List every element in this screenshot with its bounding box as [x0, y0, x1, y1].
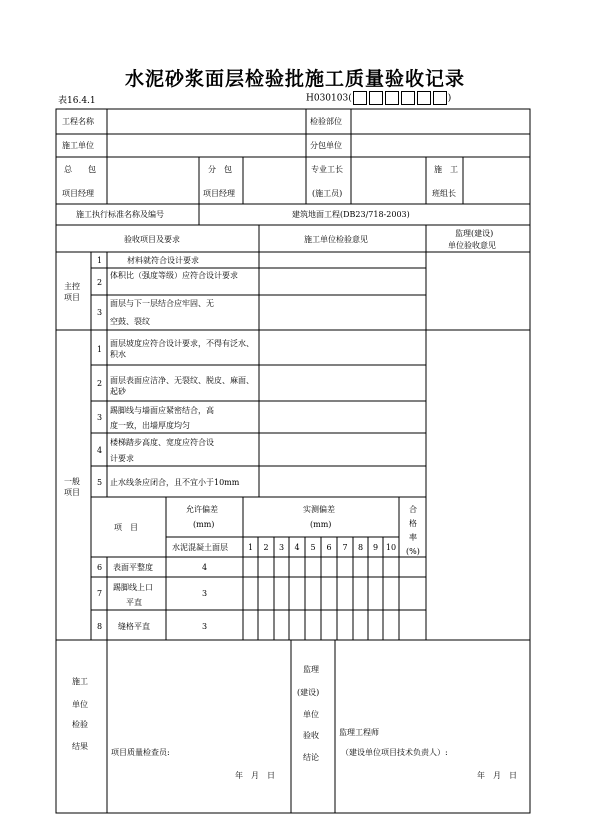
inspection-part-label: 检验部位: [310, 117, 342, 126]
deviation-row-8-name: 缝格平直: [118, 622, 150, 631]
main-item-2-text: 体积比（强度等级）应符合设计要求: [110, 271, 238, 280]
general-item-2-no: 2: [97, 379, 103, 388]
team-leader-label-1: 施 工: [434, 165, 458, 174]
main-item-1-text: 材料就符合设计要求: [127, 256, 199, 265]
team-leader-label-2: 班组长: [432, 189, 456, 198]
table-number: 表16.4.1: [58, 96, 96, 106]
deviation-row-7-name-2: 平直: [126, 598, 142, 607]
general-item-4-text-1: 楼梯踏步高度、宽度应符合设: [110, 438, 214, 447]
measure-no-2: 2: [263, 543, 269, 552]
foreman-label-2: (施工员): [312, 189, 343, 198]
allowed-deviation-unit: (mm): [193, 520, 215, 529]
deviation-row-6-no: 6: [97, 563, 103, 572]
supervisor-result-label-2: (建设): [297, 688, 320, 697]
general-item-5-no: 5: [97, 478, 103, 487]
pass-rate-label-2: 格: [409, 519, 417, 528]
contractor-result-label-3: 检验: [72, 720, 88, 729]
sub-pm-label-1: 分 包: [208, 165, 232, 174]
supervisor-header-2: 单位验收意见: [448, 241, 496, 250]
pass-rate-label-3: 率: [409, 533, 417, 542]
measure-no-5: 5: [310, 543, 316, 552]
material-label: 水泥混凝土面层: [172, 543, 228, 552]
deviation-item-label: 项 目: [114, 523, 138, 532]
general-item-5-text: 止水线条应闭合，且不宜小于10mm: [110, 478, 240, 487]
deviation-row-6-value: 4: [201, 563, 208, 572]
main-item-3-text-2: 空鼓、裂纹: [110, 317, 150, 326]
deviation-row-7-no: 7: [97, 589, 103, 598]
measure-no-7: 7: [342, 543, 348, 552]
supervisor-result-label-4: 验收: [303, 731, 319, 740]
contractor-date-label: 年 月 日: [235, 771, 275, 780]
main-item-3-text-1: 面层与下一层结合应牢固、无: [110, 299, 214, 308]
contractor-opinion-header: 施工单位检验意见: [304, 235, 368, 244]
main-item-2-no: 2: [97, 278, 103, 287]
pass-rate-label-1: 合: [409, 505, 417, 514]
measure-no-4: 4: [294, 543, 300, 552]
form-code-prefix: H030103(: [306, 93, 352, 104]
standard-value: 建筑地面工程(DB23/718-2003): [292, 210, 410, 219]
measure-no-10: 10: [385, 543, 397, 552]
main-items-label-2: 项目: [64, 293, 80, 302]
sub-pm-label-2: 项目经理: [203, 189, 235, 198]
deviation-row-8-value: 3: [201, 622, 208, 631]
general-contract-label: 总 包: [64, 165, 96, 174]
supervising-engineer-label: 监理工程师: [339, 728, 379, 737]
supervisor-header-1: 监理(建设): [455, 229, 494, 238]
general-items-label-2: 项目: [64, 488, 80, 497]
measure-no-9: 9: [372, 543, 379, 552]
measure-no-1: 1: [247, 543, 254, 552]
general-item-4-text-2: 计要求: [110, 454, 134, 463]
general-item-4-no: 4: [97, 446, 103, 455]
general-item-3-text-1: 踢脚线与墙面应紧密结合，高: [110, 406, 214, 415]
main-item-1-no: 1: [97, 256, 103, 265]
supervisor-result-label-5: 结论: [303, 753, 319, 762]
contractor-result-label-2: 单位: [72, 700, 88, 709]
contractor-result-label-4: 结果: [72, 742, 88, 751]
supervisor-date-label: 年 月 日: [477, 771, 517, 780]
items-column-header: 验收项目及要求: [124, 235, 180, 244]
deviation-row-7-name-1: 踢脚线上口: [113, 583, 153, 592]
general-item-1-no: 1: [97, 345, 103, 354]
general-item-2-text: 面层表面应洁净、无裂纹、脱皮、麻面、起砂: [110, 376, 254, 396]
measured-deviation-label: 实测偏差: [303, 505, 335, 514]
main-item-3-no: 3: [97, 308, 103, 317]
pass-rate-label-4: (%): [406, 547, 420, 556]
supervisor-result-label-1: 监理: [303, 665, 319, 674]
standard-label: 施工执行标准名称及编号: [76, 210, 164, 219]
supervisor-result-label-3: 单位: [303, 710, 319, 719]
deviation-row-6-name: 表面平整度: [113, 563, 153, 572]
contractor-result-label-1: 施工: [72, 677, 88, 686]
general-items-label-1: 一般: [64, 477, 80, 486]
main-items-label-1: 主控: [64, 282, 80, 291]
deviation-row-7-value: 3: [201, 589, 208, 598]
project-name-label: 工程名称: [62, 117, 94, 126]
general-item-3-text-2: 度一致，出墙厚度均匀: [110, 421, 190, 430]
measure-no-8: 8: [357, 543, 364, 552]
construction-unit-label: 施工单位: [62, 141, 94, 150]
general-item-1-text: 面层坡度应符合设计要求，不得有泛水、积水: [110, 339, 254, 359]
deviation-row-8-no: 8: [97, 622, 103, 631]
project-manager-label: 项目经理: [62, 189, 94, 198]
general-item-3-no: 3: [97, 413, 103, 422]
quality-inspector-label: 项目质量检查员:: [111, 748, 170, 757]
measure-no-3: 3: [278, 543, 285, 552]
page-title: 水泥砂浆面层检验批施工质量验收记录: [124, 68, 465, 90]
measured-deviation-unit: (mm): [310, 520, 332, 529]
subcontract-unit-label: 分包单位: [310, 141, 342, 150]
form-code-suffix: ): [447, 93, 452, 104]
measure-no-6: 6: [326, 543, 332, 552]
owner-representative-label: （建设单位项目技术负责人）:: [341, 748, 448, 757]
allowed-deviation-label: 允许偏差: [186, 505, 218, 514]
foreman-label-1: 专业工长: [311, 165, 343, 174]
